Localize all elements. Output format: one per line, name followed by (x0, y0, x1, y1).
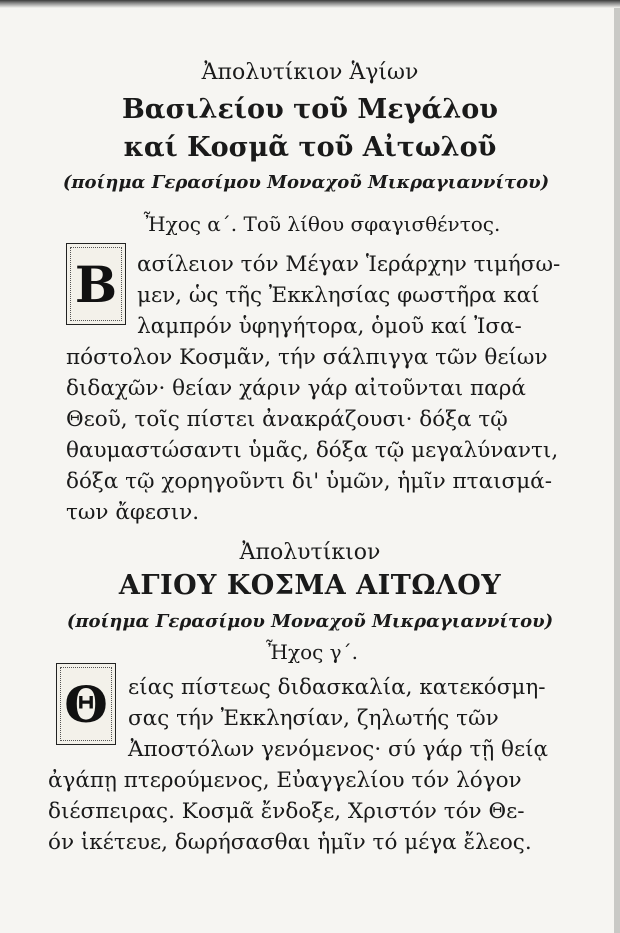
section1-line: διδαχῶν· θείαν χάριν γάρ αἰτοῦνται παρά (66, 376, 526, 401)
section1-line: δόξα τῷ χορηγοῦντι δι' ὑμῶν, ἡμῖν πταισμά- (66, 469, 552, 494)
section2-line: διέσπειρας. Κοσμᾶ ἔνδοξε, Χριστόν τόν Θε- (48, 799, 525, 824)
section1-line: Θεοῦ, τοῖς πίστει ἀνακράζουσι· δόξα τῷ (66, 407, 508, 432)
section1-poet: (ποίημα Γερασίμου Μοναχοῦ Μικραγιαννίτου) (62, 172, 550, 193)
section2-line: Ἀποστόλων γενόμενος· σύ γάρ τῇ θείᾳ (128, 737, 549, 762)
section2-line: είας πίστεως διδασκαλία, κατεκόσμη- (128, 675, 546, 700)
section1-drop-cap (66, 243, 126, 325)
section2-heading: Ἀπολυτίκιον (239, 540, 381, 565)
section1-line: λαμπρόν ὑφηγήτορα, ὁμοῦ καί Ἰσα- (137, 314, 522, 339)
section2-line: ἀγάπῃ πτερούμενος, Εὐαγγελίου τόν λόγον (48, 768, 522, 793)
section1-line: ασίλειον τόν Μέγαν Ἱεράρχην τιμήσω- (137, 252, 561, 277)
section2-line: όν ἱκέτευε, δωρήσασθαι ἡμῖν τό μέγα ἔλεος. (48, 830, 532, 855)
section2-title: ΑΓΙΟΥ ΚΟΣΜΑ ΑΙΤΩΛΟΥ (118, 570, 502, 601)
section2-drop-cap-letter: Θ (64, 674, 108, 734)
section2-drop-cap (56, 663, 116, 745)
section1-echos: Ἦχος α΄. Τοῦ λίθου σφαγισθέντος. (143, 212, 501, 236)
section1-title-line1: Βασιλείου τοῦ Μεγάλου (121, 94, 498, 125)
section1-title-line2: καί Κοσμᾶ τοῦ Αἰτωλοῦ (123, 132, 497, 163)
section1-drop-cap-letter: B (74, 254, 118, 314)
section2-poet: (ποίημα Γερασίμου Μοναχοῦ Μικραγιαννίτου) (66, 611, 554, 632)
page-top-edge (0, 0, 620, 8)
section1-heading: Ἀπολυτίκιον Ἁγίων (201, 60, 419, 85)
section2-line: σας τήν Ἐκκλησίαν, ζηλωτής τῶν (128, 706, 499, 731)
section1-line: θαυμαστώσαντι ὑμᾶς, δόξα τῷ μεγαλύναντι, (66, 438, 559, 463)
section1-line: μεν, ὡς τῆς Ἐκκλησίας φωστῆρα καί (137, 283, 540, 308)
section1-line: πόστολον Κοσμᾶν, τήν σάλπιγγα τῶν θείων (66, 345, 548, 370)
section2-echos: Ἦχος γ΄. (266, 640, 358, 664)
section1-line: των ἄφεσιν. (66, 500, 200, 525)
